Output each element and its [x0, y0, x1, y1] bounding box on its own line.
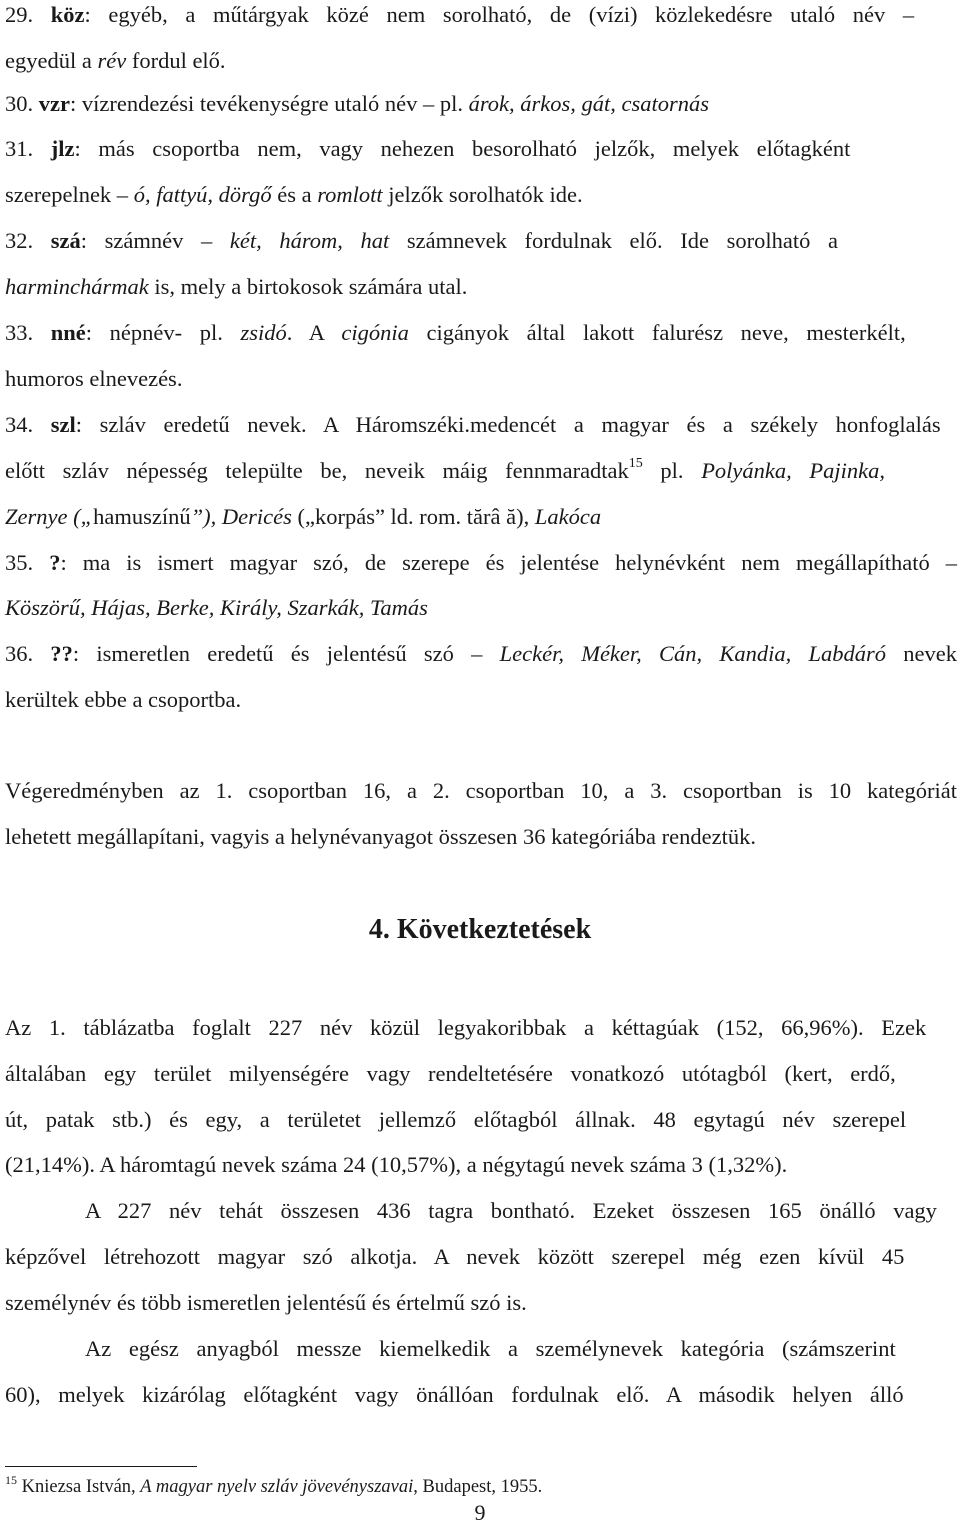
- entry-31-line-2: szerepelnek – ó, fattyú, dörgő és a romlott jelzők sorolhatók ide.: [5, 182, 583, 207]
- entry-35-line-2: Köszörű, Hájas, Berke, Király, Szarkák, Tamás: [5, 595, 428, 620]
- entry-36-line-1: 36. ??: ismeretlen eredetű és jelentésű szó – Leckér, Méker, Cán, Kandia, Labdáró nevek: [5, 641, 957, 666]
- entry-31-line-1: 31. jlz: más csoportba nem, vagy nehezen besorolható jelzők, melyek előtagként: [5, 136, 851, 161]
- page-number: 9: [474, 1500, 486, 1525]
- entry-35-line-1: 35. ?: ma is ismert magyar szó, de szerepe és jelentése helynévként nem megállapítható –: [5, 550, 958, 575]
- paragraph-2-line-1: A 227 név tehát összesen 436 tagra bontható. Ezeket összesen 165 önálló vagy: [85, 1198, 937, 1223]
- entry-36-line-2: kerültek ebbe a csoportba.: [5, 687, 242, 712]
- category-code: jlz: [50, 136, 75, 161]
- paragraph-1-line-4: (21,14%). A háromtagú nevek száma 24 (10,57%), a négytagú nevek száma 3 (1,32%).: [5, 1152, 788, 1177]
- category-code: szá: [50, 228, 81, 253]
- entry-33-line-2: humoros elnevezés.: [5, 366, 183, 391]
- category-code: nné: [50, 320, 86, 345]
- category-code: köz: [50, 2, 85, 27]
- summary-line-2: lehetett megállapítani, vagyis a helynévanyagot összesen 36 kategóriába rendeztük.: [5, 824, 756, 849]
- summary-line-1: Végeredményben az 1. csoportban 16, a 2. csoportban 10, a 3. csoportban is 10 kategóriát: [5, 778, 957, 803]
- entry-29-line-1: 29. köz: egyéb, a műtárgyak közé nem sorolható, de (vízi) közlekedésre utaló név –: [5, 2, 915, 27]
- paragraph-1-line-2: általában egy terület milyenségére vagy rendeltetésére vonatkozó utótagból (kert, erdő,: [5, 1061, 896, 1086]
- entry-34-line-2: előtt szláv népesség települte be, neveik máig fennmaradtak$^{15}$ pl. Polyánka, Pajinka,: [5, 456, 886, 483]
- entry-30-line-1: 30. vzr: vízrendezési tevékenységre utaló név – pl. árok, árkos, gát, csatornás: [5, 91, 710, 116]
- entry-32-line-1: 32. szá: számnév – két, három, hat számnevek fordulnak elő. Ide sorolható a: [5, 228, 838, 253]
- category-code: szl: [50, 412, 76, 437]
- entry-33-line-1: 33. nné: népnév- pl. zsidó. A cigónia cigányok által lakott falurész neve, mesterkélt,: [5, 320, 906, 345]
- footnote-separator: [5, 1466, 197, 1467]
- paragraph-2-line-2: képzővel létrehozott magyar szó alkotja. A nevek között szerepel még ezen kívül 45: [5, 1244, 905, 1269]
- entry-34-line-1: 34. szl: szláv eredetű nevek. A Háromszéki.medencét a magyar és a székely honfoglalás: [5, 412, 941, 437]
- section-heading: 4. Következtetések: [368, 914, 592, 945]
- paragraph-1-line-3: út, patak stb.) és egy, a területet jellemző előtagból állnak. 48 egytagú név szerepel: [5, 1107, 907, 1132]
- footnote-reference: 15: [628, 456, 643, 471]
- entry-34-line-3: Zernye („hamuszínű”), Dericés („korpás” ld. rom. tărâ ă), Lakóca: [5, 504, 602, 529]
- paragraph-3-line-1: Az egész anyagból messze kiemelkedik a személynevek kategória (számszerint: [85, 1336, 896, 1361]
- footnote: $^{15}$ Kniezsa István, A magyar nyelv szláv jövevényszavai, Budapest, 1955.: [5, 1473, 543, 1497]
- category-code: ?: [49, 550, 61, 575]
- category-code: vzr: [38, 91, 70, 116]
- category-code: ??: [50, 641, 73, 666]
- entry-29-line-2: egyedül a rév fordul elő.: [5, 48, 226, 73]
- paragraph-3-line-2: 60), melyek kizárólag előtagként vagy önállóan fordulnak elő. A második helyen álló: [5, 1382, 904, 1407]
- entry-32-line-2: harminchármak is, mely a birtokosok számára utal.: [5, 274, 468, 299]
- paragraph-1-line-1: Az 1. táblázatba foglalt 227 név közül legyakoribbak a kéttagúak (152, 66,96%). Ezek: [5, 1015, 927, 1040]
- paragraph-2-line-3: személynév és több ismeretlen jelentésű és értelmű szó is.: [5, 1290, 527, 1315]
